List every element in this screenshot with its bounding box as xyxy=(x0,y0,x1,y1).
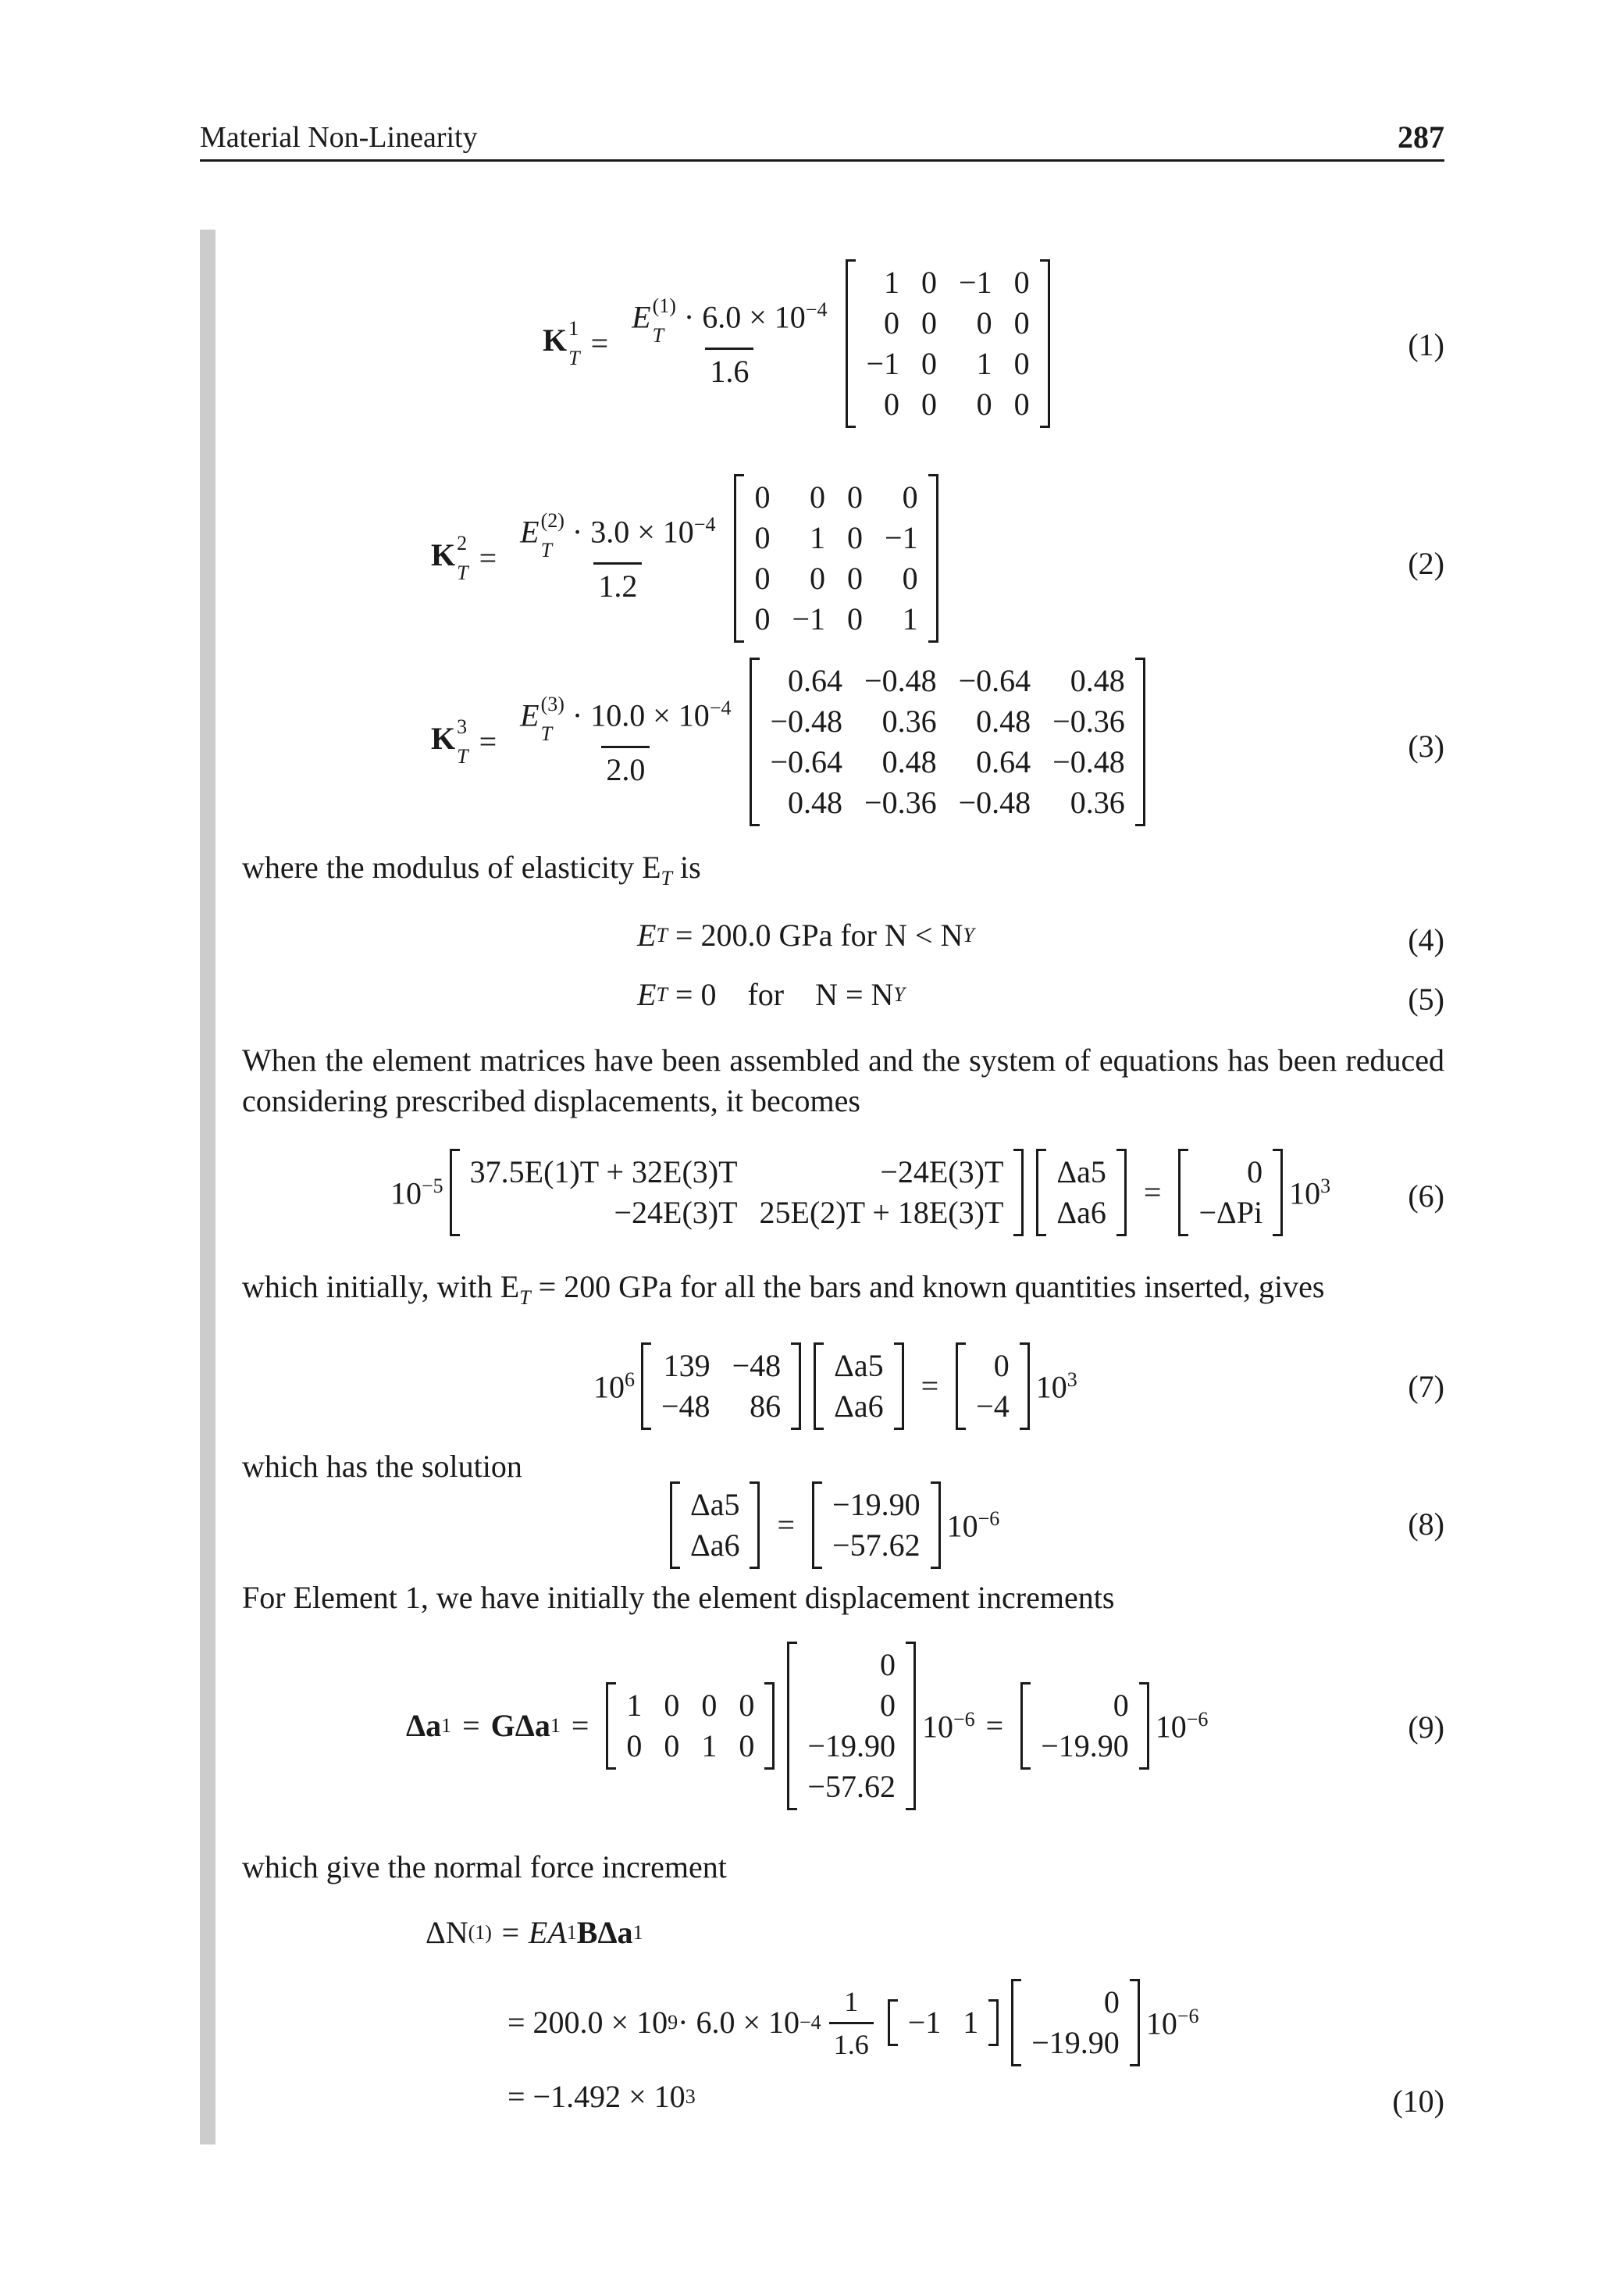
matrix-cell: 0 xyxy=(1013,346,1030,381)
matrix-cell: 1 xyxy=(963,2005,979,2040)
matrix-cell: −1 xyxy=(907,2005,942,2040)
equation-4: E T = 200.0 GPa for N < N Y xyxy=(637,918,974,953)
matrix-cell: −57.62 xyxy=(832,1528,921,1563)
matrix-cell: −1 xyxy=(792,601,826,636)
eq1-lhs: K 1 T xyxy=(543,317,580,369)
matrix-cell: 0 xyxy=(626,1728,643,1763)
matrix-cell: 0 xyxy=(902,480,918,515)
equation-10-line-1: ΔN (1) = EA 1 BΔa 1 xyxy=(426,1915,643,1950)
matrix-cell: 1 xyxy=(701,1728,718,1763)
matrix-cell: 0 xyxy=(976,305,992,340)
eq1-matrix xyxy=(846,262,1049,425)
eq3-fraction: E (3) T · $10.0 \times 10^{-4}$ 2.0 xyxy=(520,692,732,787)
matrix-cell: 0 xyxy=(879,1647,896,1682)
eq9-result xyxy=(1020,1685,1149,1767)
matrix-cell: −4 xyxy=(976,1389,1010,1424)
eq6-vector: Δa5 Δa6 xyxy=(1036,1152,1126,1233)
matrix-cell: 1 xyxy=(810,520,826,555)
matrix-cell: −0.36 xyxy=(1052,704,1125,739)
eq9-g-matrix xyxy=(606,1685,775,1767)
equation-5: E T = 0 for N = N Y xyxy=(637,977,905,1012)
matrix-cell: 0.36 xyxy=(1070,785,1125,820)
matrix-cell: 1 xyxy=(902,601,918,636)
matrix-cell: 0 xyxy=(754,480,771,515)
equation-number-8: (8) xyxy=(1408,1506,1444,1542)
matrix-cell: 139 xyxy=(663,1348,710,1383)
equation-number-2: (2) xyxy=(1408,546,1444,581)
matrix-cell: −0.48 xyxy=(770,704,843,739)
eq10-row-vector xyxy=(888,2002,999,2043)
equation-3: K 3 T = E (3) T · $10.0 \times 10^{-4}$ 2.0 0.64 −0.48 −0.64 0.48 −0.48 0.36 0.48 −0.36 −0.64 0.48 0.64 −0.48 0.48 −0.36 −0.48 0.36 xyxy=(431,660,1152,824)
eq8-vector: Δa5 Δa6 xyxy=(670,1485,760,1566)
matrix-cell: −19.90 xyxy=(832,1487,921,1522)
eq6-matrix: 37.5E(1)T + 32E(3)T −24E(3)T −24E(3)T 25E(2)T + 18E(3)T xyxy=(450,1152,1024,1233)
equation-10-line-2: = 200.0 × 10 9 · 6.0 × 10 −4 $\frac{1}{1.6}$ −1 1 0 −19.90 $10^{-6}$ xyxy=(507,1976,1198,2070)
equation-number-5: (5) xyxy=(1408,982,1444,1017)
matrix-cell: 0.48 xyxy=(881,744,937,779)
matrix-cell: 0 xyxy=(879,1688,896,1723)
matrix-cell: 0 xyxy=(884,305,900,340)
paragraph-assembly: When the element matrices have been assembled and the system of equations has been reduced considering prescribed displacements, it becomes xyxy=(242,1043,1444,1118)
matrix-cell: 0 xyxy=(1103,1984,1120,2020)
equation-number-10: (10) xyxy=(1392,2084,1444,2119)
matrix-cell: 1 xyxy=(626,1688,643,1723)
eq1-fraction: E (1) T · $6.0 \times 10^{-4}$ 1.6 xyxy=(632,294,828,389)
paragraph-modulus: where the modulus of elasticity $E_T$ is xyxy=(242,850,701,890)
eq9-a-vector xyxy=(787,1645,916,1807)
matrix-cell: 0 xyxy=(884,387,900,422)
matrix-cell: 0 xyxy=(664,1688,680,1723)
eq2-lhs: K 2 T xyxy=(431,532,468,584)
equation-number-3: (3) xyxy=(1408,729,1444,764)
matrix-cell: 0 xyxy=(847,561,864,596)
matrix-cell: 0 xyxy=(810,561,826,596)
equation-number-1: (1) xyxy=(1408,327,1444,362)
eq3-lhs: K 3 T xyxy=(431,715,468,768)
equation-9: Δa 1 = GΔa 1 = 1 0 0 0 0 0 1 0 0 0 −19.90 −57.62 $10^{-6}$ = 0 −19.90 $10^{-6}$ xyxy=(406,1640,1208,1812)
eq10-fraction: $\frac{1}{1.6}$ xyxy=(829,1988,874,2059)
matrix-cell: 0 xyxy=(754,601,771,636)
matrix-cell: 0 xyxy=(739,1688,755,1723)
matrix-cell: −0.36 xyxy=(864,785,937,820)
matrix-cell: 1 xyxy=(884,265,900,300)
paragraph-initially: which initially, with $E_T = 200$ GPa for all the bars and known quantities inserted, gives xyxy=(242,1269,1325,1309)
eq7-matrix xyxy=(641,1346,801,1427)
eq2-fraction: E (2) T · $3.0 \times 10^{-4}$ 1.2 xyxy=(520,508,716,604)
matrix-cell: 0 xyxy=(921,346,938,381)
matrix-cell: 0 xyxy=(976,387,992,422)
eq2-matrix xyxy=(734,477,938,640)
matrix-cell: 0 xyxy=(902,561,918,596)
equation-number-9: (9) xyxy=(1408,1710,1444,1745)
matrix-cell: 0.36 xyxy=(881,704,937,739)
matrix-cell: 0.48 xyxy=(976,704,1031,739)
eq7-rhs xyxy=(956,1346,1030,1427)
matrix-cell: 0 xyxy=(739,1728,755,1763)
matrix-cell: 0.64 xyxy=(976,744,1031,779)
matrix-cell: −1 xyxy=(866,346,900,381)
equation-2: K 2 T = E (2) T · $3.0 \times 10^{-4}$ 1.2 0 0 0 0 0 1 0 −1 0 0 0 0 0 −1 0 1 xyxy=(431,480,945,636)
paragraph-solution: which has the solution xyxy=(242,1449,522,1484)
matrix-cell: 1 xyxy=(976,346,992,381)
matrix-cell: 0 xyxy=(701,1688,718,1723)
matrix-cell: 0.48 xyxy=(1070,663,1125,698)
matrix-cell: 0 xyxy=(754,520,771,555)
matrix-cell: 0 xyxy=(1013,387,1030,422)
matrix-cell: 0 xyxy=(1013,305,1030,340)
matrix-cell: −0.64 xyxy=(958,663,1031,698)
paragraph-element1: For Element 1, we have initially the element displacement increments xyxy=(242,1580,1115,1615)
matrix-cell: 0.64 xyxy=(788,663,843,698)
equation-8: Δa5 Δa6 = −19.90 −57.62 $10^{-6}$ xyxy=(664,1478,999,1572)
eq6-rhs: 0 −ΔPi xyxy=(1178,1152,1283,1233)
matrix-cell: −57.62 xyxy=(807,1769,896,1804)
matrix-cell: −0.48 xyxy=(864,663,937,698)
equation-7: $10^6$ 139 −48 −48 86 Δa5 Δa6 = 0 −4 $10^3$ xyxy=(593,1339,1077,1433)
matrix-cell: 0 xyxy=(847,480,864,515)
matrix-cell: 0 xyxy=(993,1348,1010,1383)
equation-number-4: (4) xyxy=(1408,922,1444,957)
equation-10-line-3: = −1.492 × 10 3 xyxy=(507,2079,696,2114)
matrix-cell: −0.64 xyxy=(770,744,843,779)
matrix-cell: 0 xyxy=(1113,1688,1129,1723)
matrix-cell: 0 xyxy=(921,265,938,300)
matrix-cell: 0 xyxy=(921,305,938,340)
matrix-cell: 0 xyxy=(810,480,826,515)
matrix-cell: −48 xyxy=(661,1389,710,1424)
matrix-cell: −19.90 xyxy=(807,1728,896,1763)
paragraph-normal-force: which give the normal force increment xyxy=(242,1849,727,1884)
running-title: Material Non-Linearity xyxy=(200,121,478,154)
equation-number-6: (6) xyxy=(1408,1178,1444,1214)
eq8-rhs xyxy=(812,1485,941,1566)
matrix-cell: −0.48 xyxy=(1052,744,1125,779)
matrix-cell: 0 xyxy=(921,387,938,422)
matrix-cell: 86 xyxy=(750,1389,782,1424)
matrix-cell: −1 xyxy=(959,265,992,300)
matrix-cell: 0 xyxy=(847,520,864,555)
matrix-cell: 0 xyxy=(664,1728,680,1763)
matrix-cell: 0 xyxy=(754,561,771,596)
matrix-cell: −19.90 xyxy=(1041,1728,1129,1763)
matrix-cell: −0.48 xyxy=(958,785,1031,820)
eq10-col-vector xyxy=(1011,1982,1140,2063)
page-number: 287 xyxy=(1398,119,1444,155)
eq3-matrix xyxy=(750,661,1145,823)
matrix-cell: −1 xyxy=(885,520,918,555)
equation-1: K 1 T = E (1) T · $6.0 \times 10^{-4}$ 1.6 1 0 −1 0 0 0 0 0 −1 0 1 0 0 0 0 0 xyxy=(543,262,1056,426)
matrix-cell: −19.90 xyxy=(1031,2025,1120,2060)
eq7-vector: Δa5 Δa6 xyxy=(814,1346,903,1427)
matrix-cell: 0 xyxy=(1013,265,1030,300)
equation-6: $10^{-5}$ 37.5E(1)T + 32E(3)T −24E(3)T −24E(3)T 25E(2)T + 18E(3)T Δa5 Δa6 = 0 −ΔPi $10^3$ xyxy=(390,1142,1330,1243)
matrix-cell: −48 xyxy=(732,1348,782,1383)
matrix-cell: 0 xyxy=(847,601,864,636)
matrix-cell: 0.48 xyxy=(788,785,843,820)
equation-number-7: (7) xyxy=(1408,1369,1444,1404)
